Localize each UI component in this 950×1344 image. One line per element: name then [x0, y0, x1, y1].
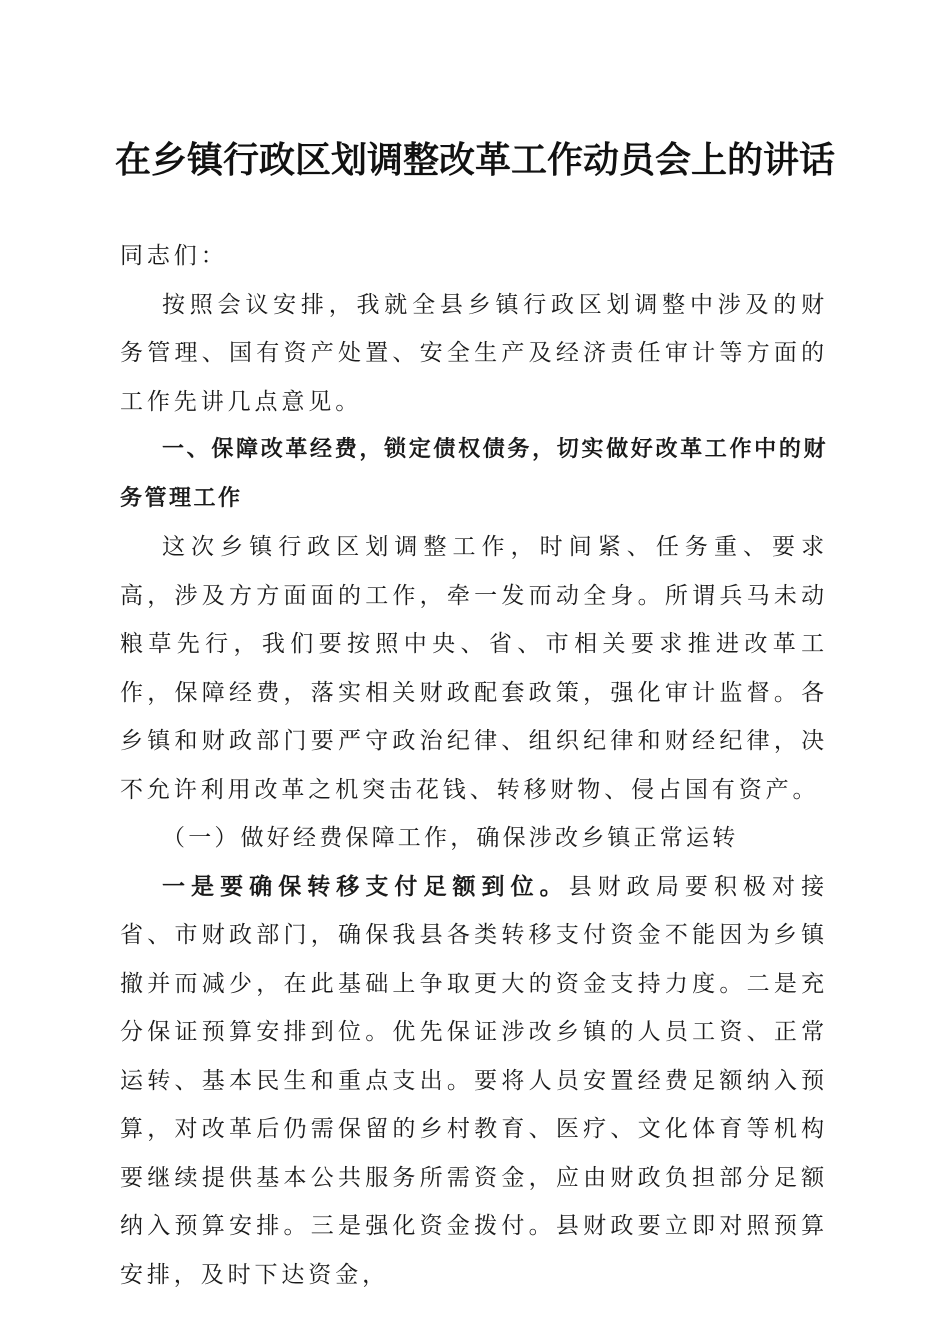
subsection-1-text: 县财政局要积极对接省、市财政部门，确保我县各类转移支付资金不能因为乡镇撤并而减少，在此基础上争取更大的资金支持力度。二是充分保证预算安排到位。优先保证涉改乡镇的人员工资、正常运转、基本民生和重点支出。要将人员安置经费足额纳入预算，对改革后仍需保留的乡村教育、医疗、文化体育等机构要继续提供基本公共服务所需资金，应由财政负担部分足额纳入预算安排。三是强化资金拨付。县财政要立即对照预算安排，及时下达资金，: [120, 873, 828, 1288]
subsection-1-lead: 一是要确保转移支付足额到位。: [162, 872, 569, 900]
section-heading-1: 一、保障改革经费，锁定债权债务，切实做好改革工作中的财务管理工作: [120, 437, 828, 511]
subsection-1-paragraph: [120, 863, 828, 1300]
intro-paragraph: 按照会议安排，我就全县乡镇行政区划调整中涉及的财务管理、国有资产处置、安全生产及经济责任审计等方面的工作先讲几点意见。: [120, 291, 828, 415]
document-body: [120, 232, 828, 1299]
subsection-heading-1: （一）做好经费保障工作，确保涉改乡镇正常运转: [162, 825, 739, 851]
section-1-paragraph: 这次乡镇行政区划调整工作，时间紧、任务重、要求高，涉及方方面面的工作，牵一发而动全身。所谓兵马未动粮草先行，我们要按照中央、省、市相关要求推进改革工作，保障经费，落实相关财政配套政策，强化审计监督。各乡镇和财政部门要严守政治纪律、组织纪律和财经纪律，决不允许利用改革之机突击花钱、转移财物、侵占国有资产。: [120, 534, 828, 803]
salutation: 同志们：: [120, 243, 228, 269]
document-title: 在乡镇行政区划调整改革工作动员会上的讲话: [114, 139, 835, 181]
